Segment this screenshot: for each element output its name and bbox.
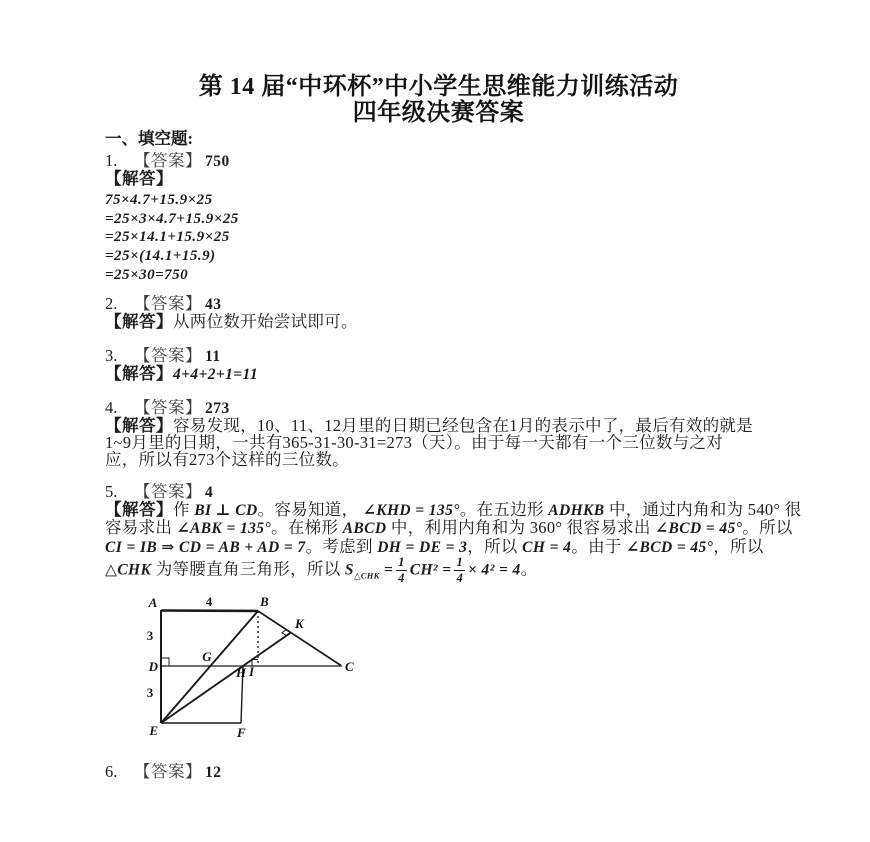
answer-line-1 — [105, 152, 772, 170]
equation-line-5: =25×30=750 — [105, 266, 189, 283]
solution-math: 4+4+2+1=11 — [173, 366, 258, 384]
right-angle-mark-D — [161, 658, 169, 666]
solution-line — [105, 365, 772, 383]
equation-line-2: =25×3×4.7+15.9×25 — [105, 210, 239, 227]
point-label-B: B — [260, 593, 269, 609]
item-number: 4. — [105, 397, 118, 417]
text-segment: ∠BCD = 45° — [626, 538, 714, 556]
answer-label: 【答案】 — [134, 761, 202, 781]
text-segment: 。 — [520, 559, 538, 579]
point-label-F: F — [237, 724, 246, 740]
document-title-line2: 四年级决赛答案 — [352, 100, 525, 126]
text-segment: × 4² — [468, 561, 495, 579]
text-segment: 。容易知道， — [257, 500, 363, 520]
solution-label: 【解答】 — [105, 364, 173, 384]
answer-value: 273 — [205, 399, 230, 417]
text-segment: ABCD — [342, 520, 387, 538]
solution-line — [105, 170, 772, 187]
point-label-H: H — [236, 664, 247, 680]
answer-item-3 — [105, 347, 772, 383]
document-title-line1: 第 14 届“中环杯”中小学生思维能力训练活动 — [198, 74, 679, 100]
right-angle-mark-K — [282, 629, 287, 635]
answer-line-3 — [105, 347, 772, 365]
solution-label: 【解答】 — [105, 415, 173, 435]
text-segment: 。在梯形 — [271, 518, 343, 538]
answer-line-4 — [105, 399, 772, 417]
item-number: 3. — [105, 346, 118, 366]
answer-value: 750 — [205, 153, 230, 170]
text-segment: △CHK — [105, 561, 152, 579]
text-segment: 作 — [173, 500, 195, 520]
solution-rich-line-1 — [173, 500, 802, 519]
solution-line-1 — [105, 417, 772, 434]
text-segment: = — [379, 561, 394, 579]
text-segment: ∠BCD = 45° — [655, 520, 743, 538]
text-segment: ∠ABK = 135° — [176, 520, 272, 538]
fraction: $\frac{1}{4}$ — [456, 554, 464, 586]
point-label-A: A — [148, 594, 158, 610]
answer-value: 4 — [205, 484, 214, 502]
answer-label: 【答案】 — [134, 294, 202, 314]
text-segment: △CHK — [353, 570, 380, 581]
point-label-C: C — [345, 658, 354, 674]
item-number: 2. — [105, 294, 118, 314]
point-label-K: K — [295, 615, 304, 631]
equation-line-1: 75×4.7+15.9×25 — [105, 192, 213, 209]
fraction: $\frac{1}{4}$ — [398, 554, 405, 586]
text-segment: 容易求出 — [105, 518, 177, 538]
text-segment: 为等腰直角三角形，所以 — [151, 559, 345, 579]
segment-AB — [161, 610, 258, 611]
solution-text: 容易发现，10、11、12月里的日期已经包含在1月的表示中了，最后有效的就是 — [173, 415, 754, 435]
text-segment: ，所以 — [713, 536, 764, 556]
equation-line-4: =25×(14.1+15.9) — [105, 247, 216, 264]
solution-line-2: 1~9月里的日期，一共有365-31-30-31=273（天）。由于每一天都有一个三位数与之对 — [105, 432, 724, 452]
answer-line-2 — [105, 295, 772, 313]
text-segment: 。由于 — [571, 536, 627, 556]
answer-line-6 — [105, 763, 772, 781]
answer-value: 12 — [205, 763, 222, 781]
equation-line-3: =25×14.1+15.9×25 — [105, 229, 230, 246]
geometry-figure-svg — [123, 593, 401, 749]
solution-line-3: 应，所以有273个这样的三位数。 — [105, 449, 350, 469]
solution-rich-line-4 — [105, 556, 772, 585]
dimension-label-AB: 4 — [205, 593, 213, 609]
text-segment: = 4 — [494, 561, 521, 579]
solution-rich-line-3 — [105, 538, 772, 556]
answer-line-5 — [105, 483, 772, 501]
text-segment: ，所以 — [467, 536, 523, 556]
dimension-label-AD: 3 — [146, 627, 154, 643]
text-segment: 。所以 — [742, 518, 793, 538]
answer-item-4 — [105, 399, 772, 469]
solution-equations — [105, 191, 772, 284]
solution-rich-line-2 — [105, 518, 793, 538]
point-label-D: D — [148, 658, 158, 674]
item-number: 1. — [105, 151, 118, 170]
text-segment: ∠KHD = 135° — [362, 502, 460, 520]
answer-item-1 — [105, 152, 772, 284]
section-heading-fill-in-blanks: 一、填空题: — [105, 129, 193, 148]
answer-value: 43 — [205, 296, 222, 314]
text-segment: CI = IB ⇒ CD = AB + AD = 7 — [105, 538, 306, 556]
point-label-I: I — [249, 663, 255, 679]
solution-line — [105, 313, 772, 330]
item-number: 5. — [105, 482, 118, 502]
item-number: 6. — [105, 761, 118, 781]
text-segment: CH = 4 — [522, 538, 572, 556]
segment-EK — [161, 632, 291, 723]
answer-label: 【答案】 — [134, 397, 202, 417]
point-label-G: G — [202, 648, 212, 664]
solution-label: 【解答】 — [105, 312, 173, 332]
geometry-figure — [123, 593, 401, 749]
text-segment: 中，利用内角和为 360° 很容易求出 — [386, 518, 656, 538]
solution-line-1 — [105, 500, 802, 520]
dimension-label-DE: 3 — [146, 684, 154, 700]
text-segment: ADHKB — [548, 502, 605, 520]
text-segment: BI ⊥ CD — [194, 502, 258, 520]
text-segment: = — [437, 561, 452, 579]
answer-item-2 — [105, 295, 772, 330]
solution-label: 【解答】 — [105, 500, 173, 520]
answer-label: 【答案】 — [134, 151, 202, 170]
answer-label: 【答案】 — [134, 482, 202, 502]
answer-value: 11 — [205, 348, 221, 366]
solution-text: 从两位数开始尝试即可。 — [173, 312, 358, 332]
text-segment: DH = DE = 3 — [377, 538, 468, 556]
answer-item-5 — [105, 482, 802, 749]
solution-label: 【解答】 — [105, 169, 173, 188]
text-segment: 。考虑到 — [305, 536, 378, 556]
text-segment: S — [344, 561, 354, 579]
answer-item-6 — [105, 763, 772, 781]
point-label-E: E — [149, 722, 158, 738]
answer-label: 【答案】 — [134, 346, 202, 366]
text-segment: CH² — [409, 561, 438, 579]
text-segment: 中，通过内角和为 540° 很 — [604, 500, 802, 520]
text-segment: 。在五边形 — [459, 500, 549, 520]
